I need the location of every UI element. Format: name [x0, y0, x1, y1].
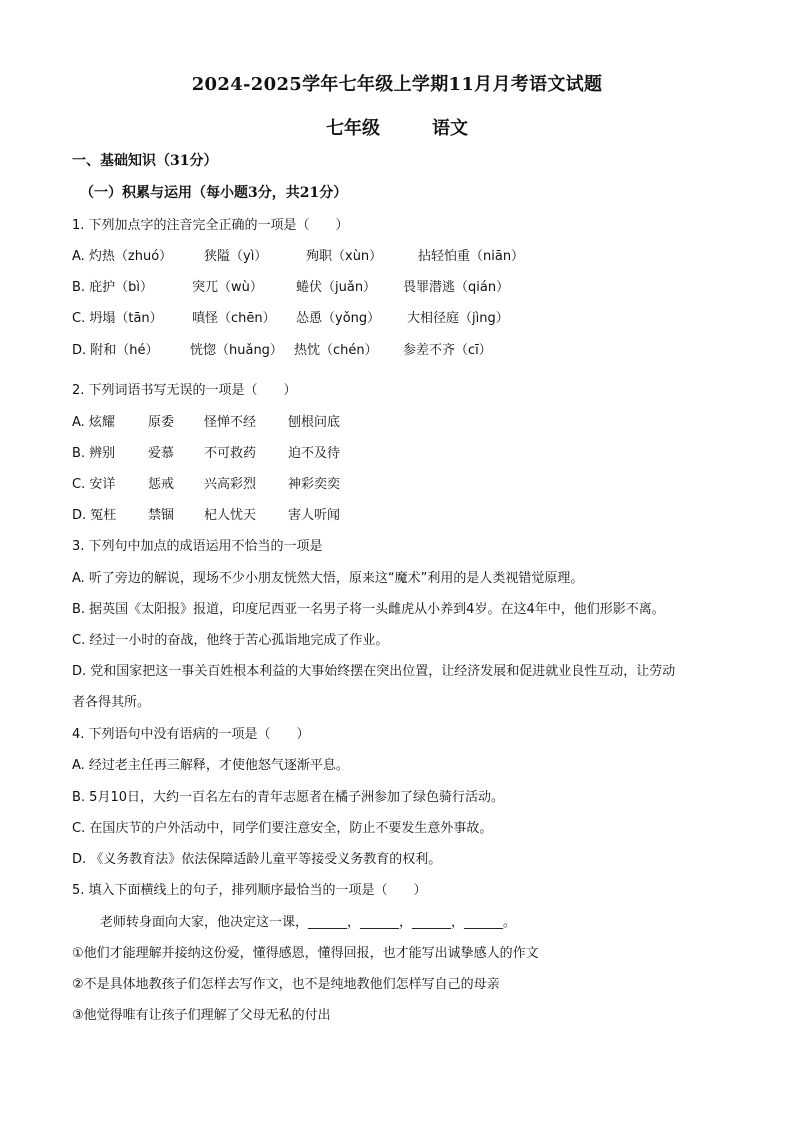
q1-option-c-2: 嗔怪（chēn）	[192, 311, 276, 326]
q4-option-a: A. 经过老主任再三解释，才使他怒气逐渐平息。	[72, 758, 349, 773]
q2-option-b-2: 爱慕	[148, 446, 175, 461]
q5-sentence-2: ②不是具体地教孩子们怎样去写作文，也不是纯地教他们怎样写自己的母亲	[72, 977, 500, 992]
q2-option-d-2: 禁锢	[148, 508, 175, 523]
q2-option-b-1: B. 辨别	[72, 446, 116, 461]
q1-option-d-3: 热忱（chén）	[294, 343, 378, 358]
q1-option-a-4: 拈轻怕重（niān）	[418, 249, 525, 264]
question-1-stem: 1. 下列加点字的注音完全正确的一项是（ ）	[72, 218, 349, 233]
q2-option-b-4: 迫不及待	[288, 446, 341, 461]
q1-option-d-2: 恍惚（huǎng）	[190, 343, 283, 358]
q3-option-a: A. 听了旁边的解说，现场不少小朋友恍然大悟，原来这“魔术”利用的是人类视错觉原理。	[72, 571, 584, 586]
subsection-heading: （一）积累与运用（每小题3分，共21分）	[80, 185, 348, 201]
q5-sentence-3: ③他觉得唯有让孩子们理解了父母无私的付出	[72, 1008, 331, 1023]
q1-option-c-3: 怂恿（yǒng）	[296, 311, 381, 326]
question-5-stem: 5. 填入下面横线上的句子，排列顺序最恰当的一项是（ ）	[72, 883, 427, 898]
q1-option-b-4: 畏罪潜逃（qián）	[403, 280, 510, 295]
q5-sentence-1: ①他们才能理解并接纳这份爱，懂得感恩，懂得回报，也才能写出诚挚感人的作文	[72, 946, 539, 961]
page-title: 2024-2025学年七年级上学期11月月考语文试题	[191, 74, 603, 95]
q2-option-c-4: 神彩奕奕	[288, 477, 341, 492]
question-2-stem: 2. 下列词语书写无误的一项是（ ）	[72, 383, 297, 398]
section-heading: 一、基础知识（31分）	[72, 153, 218, 169]
q2-option-a-3: 怪惮不经	[204, 415, 257, 430]
q2-option-c-2: 惩戒	[148, 477, 175, 492]
q3-option-d-line2: 者各得其所。	[72, 695, 151, 710]
grade-label: 七年级	[326, 118, 380, 139]
q2-option-a-4: 刨根问底	[288, 415, 341, 430]
q1-option-d-1: D. 附和（hé）	[72, 343, 159, 358]
q1-option-a-3: 殉职（xùn）	[306, 249, 383, 264]
q2-option-c-3: 兴高彩烈	[204, 477, 257, 492]
q4-option-d: D. 《义务教育法》依法保障适龄儿童平等接受义务教育的权利。	[72, 852, 442, 867]
question-3-stem: 3. 下列句中加点的成语运用不恰当的一项是	[72, 539, 323, 554]
q2-option-d-1: D. 冤枉	[72, 508, 117, 523]
q4-option-b: B. 5月10日，大约一百名左右的青年志愿者在橘子洲参加了绿色骑行活动。	[72, 790, 504, 805]
page-subtitle	[0, 114, 794, 140]
subject-label: 语文	[432, 118, 468, 139]
q4-option-c: C. 在国庆节的户外活动中，同学们要注意安全，防止不要发生意外事故。	[72, 821, 493, 836]
question-4-stem: 4. 下列语句中没有语病的一项是（ ）	[72, 727, 310, 742]
q2-option-d-4: 害人听闻	[288, 508, 341, 523]
q2-option-b-3: 不可救药	[204, 446, 257, 461]
q2-option-a-1: A. 炫耀	[72, 415, 115, 430]
q2-option-d-3: 杞人忧天	[204, 508, 257, 523]
q1-option-b-2: 突兀（wù）	[192, 280, 263, 295]
q1-option-a-2: 狭隘（yì）	[204, 249, 268, 264]
q1-option-b-1: B. 庇护（bì）	[72, 280, 154, 295]
q1-option-a-1: A. 灼热（zhuó）	[72, 249, 173, 264]
q3-option-b: B. 据英国《太阳报》报道，印度尼西亚一名男子将一头雌虎从小养到4岁。在这4年中，他们形影不离。	[72, 602, 665, 617]
q2-option-c-1: C. 安详	[72, 477, 116, 492]
q1-option-d-4: 参差不齐（cī）	[403, 343, 492, 358]
q1-option-c-4: 大相径庭（jìng）	[407, 311, 509, 326]
q5-lead-sentence: 老师转身面向大家，他决定这一课，______，______，______，______。	[100, 915, 517, 930]
q3-option-c: C. 经过一小时的奋战，他终于苦心孤诣地完成了作业。	[72, 633, 389, 648]
q2-option-a-2: 原委	[148, 415, 175, 430]
q1-option-b-3: 蜷伏（juǎn）	[296, 280, 377, 295]
q1-option-c-1: C. 坍塌（tān）	[72, 311, 163, 326]
q3-option-d-line1: D. 党和国家把这一事关百姓根本利益的大事始终摆在突出位置，让经济发展和促进就业良性互动，让劳动	[72, 664, 676, 679]
